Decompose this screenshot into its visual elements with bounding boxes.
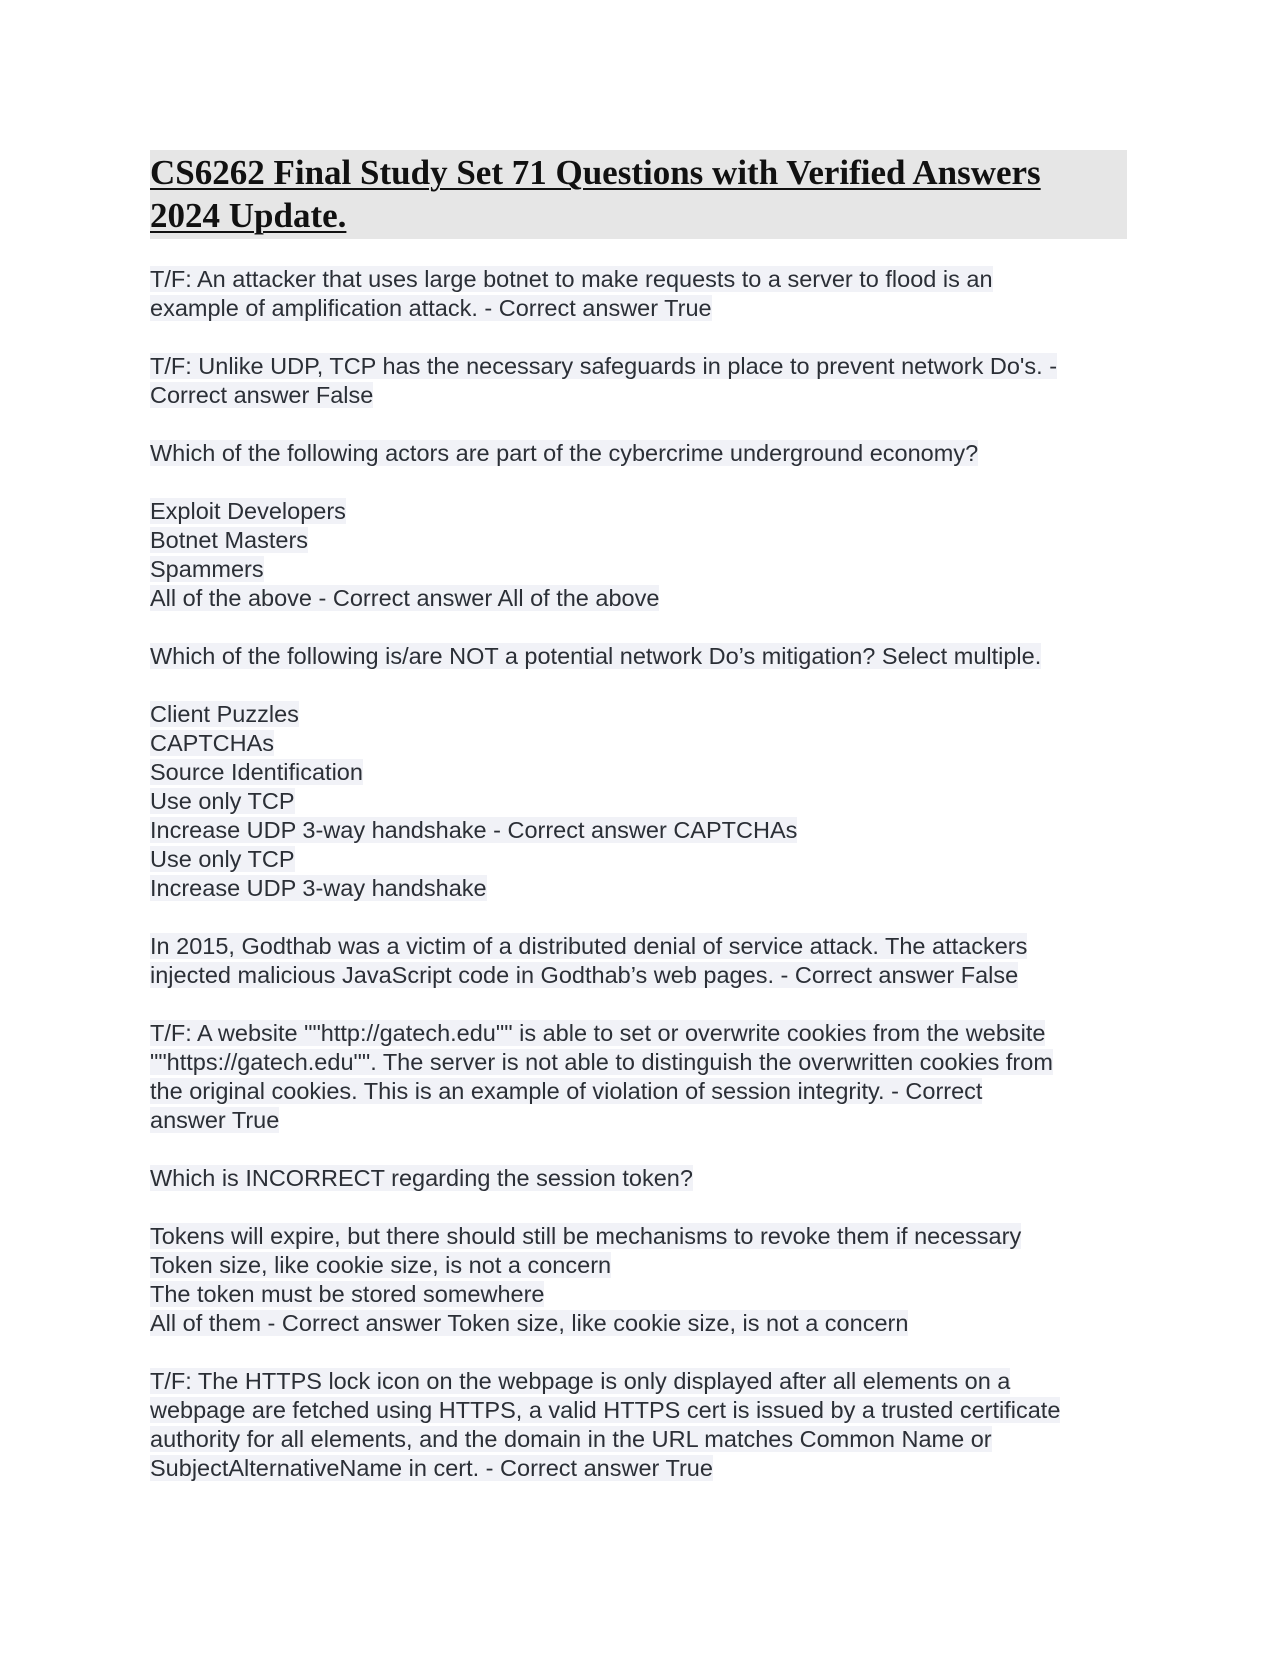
line-text: Spammers bbox=[150, 556, 264, 582]
line-text: All of them - Correct answer Token size, like cookie size, is not a concern bbox=[150, 1310, 909, 1336]
text-line bbox=[150, 874, 1150, 903]
document-body bbox=[150, 265, 1150, 1512]
text-line bbox=[150, 700, 1150, 729]
text-line bbox=[150, 584, 1150, 613]
line-text: webpage are fetched using HTTPS, a valid HTTPS cert is issued by a trusted certificate bbox=[150, 1397, 1061, 1423]
text-line bbox=[150, 1280, 1150, 1309]
question-paragraph bbox=[150, 700, 1150, 903]
line-text: Increase UDP 3-way handshake bbox=[150, 875, 487, 901]
text-line bbox=[150, 787, 1150, 816]
line-text: T/F: An attacker that uses large botnet to make requests to a server to flood is an bbox=[150, 266, 993, 292]
question-paragraph bbox=[150, 1019, 1150, 1135]
text-line bbox=[150, 816, 1150, 845]
document-title bbox=[150, 150, 1127, 239]
text-line bbox=[150, 961, 1150, 990]
line-text: answer True bbox=[150, 1107, 280, 1133]
line-text: Increase UDP 3-way handshake - Correct answer CAPTCHAs bbox=[150, 817, 798, 843]
text-line bbox=[150, 1367, 1150, 1396]
line-text: T/F: A website ""http://gatech.edu"" is able to set or overwrite cookies from the website bbox=[150, 1020, 1046, 1046]
text-line bbox=[150, 1048, 1150, 1077]
text-line bbox=[150, 439, 1150, 468]
text-line bbox=[150, 1222, 1150, 1251]
line-text: authority for all elements, and the domain in the URL matches Common Name or bbox=[150, 1426, 992, 1452]
line-text: In 2015, Godthab was a victim of a distributed denial of service attack. The attackers bbox=[150, 933, 1028, 959]
line-text: Client Puzzles bbox=[150, 701, 299, 727]
line-text: Which is INCORRECT regarding the session token? bbox=[150, 1165, 693, 1191]
text-line bbox=[150, 1425, 1150, 1454]
line-text: T/F: Unlike UDP, TCP has the necessary safeguards in place to prevent network Do's. - bbox=[150, 353, 1058, 379]
text-line bbox=[150, 294, 1150, 323]
line-text: Use only TCP bbox=[150, 788, 295, 814]
text-line bbox=[150, 1454, 1150, 1483]
line-text: example of amplification attack. - Correct answer True bbox=[150, 295, 712, 321]
line-text: CAPTCHAs bbox=[150, 730, 275, 756]
text-line bbox=[150, 1077, 1150, 1106]
line-text: T/F: The HTTPS lock icon on the webpage is only displayed after all elements on a bbox=[150, 1368, 1011, 1394]
question-paragraph bbox=[150, 1222, 1150, 1338]
line-text: Tokens will expire, but there should still be mechanisms to revoke them if necessary bbox=[150, 1223, 1022, 1249]
question-paragraph bbox=[150, 497, 1150, 613]
text-line bbox=[150, 1164, 1150, 1193]
line-text: SubjectAlternativeName in cert. - Correct answer True bbox=[150, 1455, 713, 1481]
text-line bbox=[150, 729, 1150, 758]
line-text: Exploit Developers bbox=[150, 498, 346, 524]
text-line bbox=[150, 526, 1150, 555]
title-line: 2024 Update. bbox=[150, 196, 347, 235]
question-paragraph bbox=[150, 265, 1150, 323]
text-line bbox=[150, 1309, 1150, 1338]
text-line bbox=[150, 642, 1150, 671]
text-line bbox=[150, 1019, 1150, 1048]
question-paragraph bbox=[150, 642, 1150, 671]
line-text: Correct answer False bbox=[150, 382, 374, 408]
text-line bbox=[150, 497, 1150, 526]
text-line bbox=[150, 555, 1150, 584]
line-text: Source Identification bbox=[150, 759, 363, 785]
title-line: CS6262 Final Study Set 71 Questions with Verified Answers bbox=[150, 153, 1041, 192]
text-line bbox=[150, 932, 1150, 961]
text-line bbox=[150, 845, 1150, 874]
line-text: injected malicious JavaScript code in Godthab’s web pages. - Correct answer False bbox=[150, 962, 1019, 988]
question-paragraph bbox=[150, 439, 1150, 468]
question-paragraph bbox=[150, 1367, 1150, 1483]
question-paragraph bbox=[150, 932, 1150, 990]
line-text: the original cookies. This is an example of violation of session integrity. - Correct bbox=[150, 1078, 983, 1104]
line-text: All of the above - Correct answer All of the above bbox=[150, 585, 660, 611]
text-line bbox=[150, 265, 1150, 294]
line-text: ""https://gatech.edu"". The server is not able to distinguish the overwritten cookies from bbox=[150, 1049, 1053, 1075]
line-text: Token size, like cookie size, is not a concern bbox=[150, 1252, 612, 1278]
text-line bbox=[150, 381, 1150, 410]
text-line bbox=[150, 1396, 1150, 1425]
line-text: Use only TCP bbox=[150, 846, 295, 872]
question-paragraph bbox=[150, 1164, 1150, 1193]
question-paragraph bbox=[150, 352, 1150, 410]
text-line bbox=[150, 758, 1150, 787]
text-line bbox=[150, 1251, 1150, 1280]
text-line bbox=[150, 352, 1150, 381]
line-text: Botnet Masters bbox=[150, 527, 309, 553]
line-text: Which of the following is/are NOT a potential network Do’s mitigation? Select multiple. bbox=[150, 643, 1042, 669]
text-line bbox=[150, 1106, 1150, 1135]
line-text: Which of the following actors are part of the cybercrime underground economy? bbox=[150, 440, 979, 466]
line-text: The token must be stored somewhere bbox=[150, 1281, 545, 1307]
